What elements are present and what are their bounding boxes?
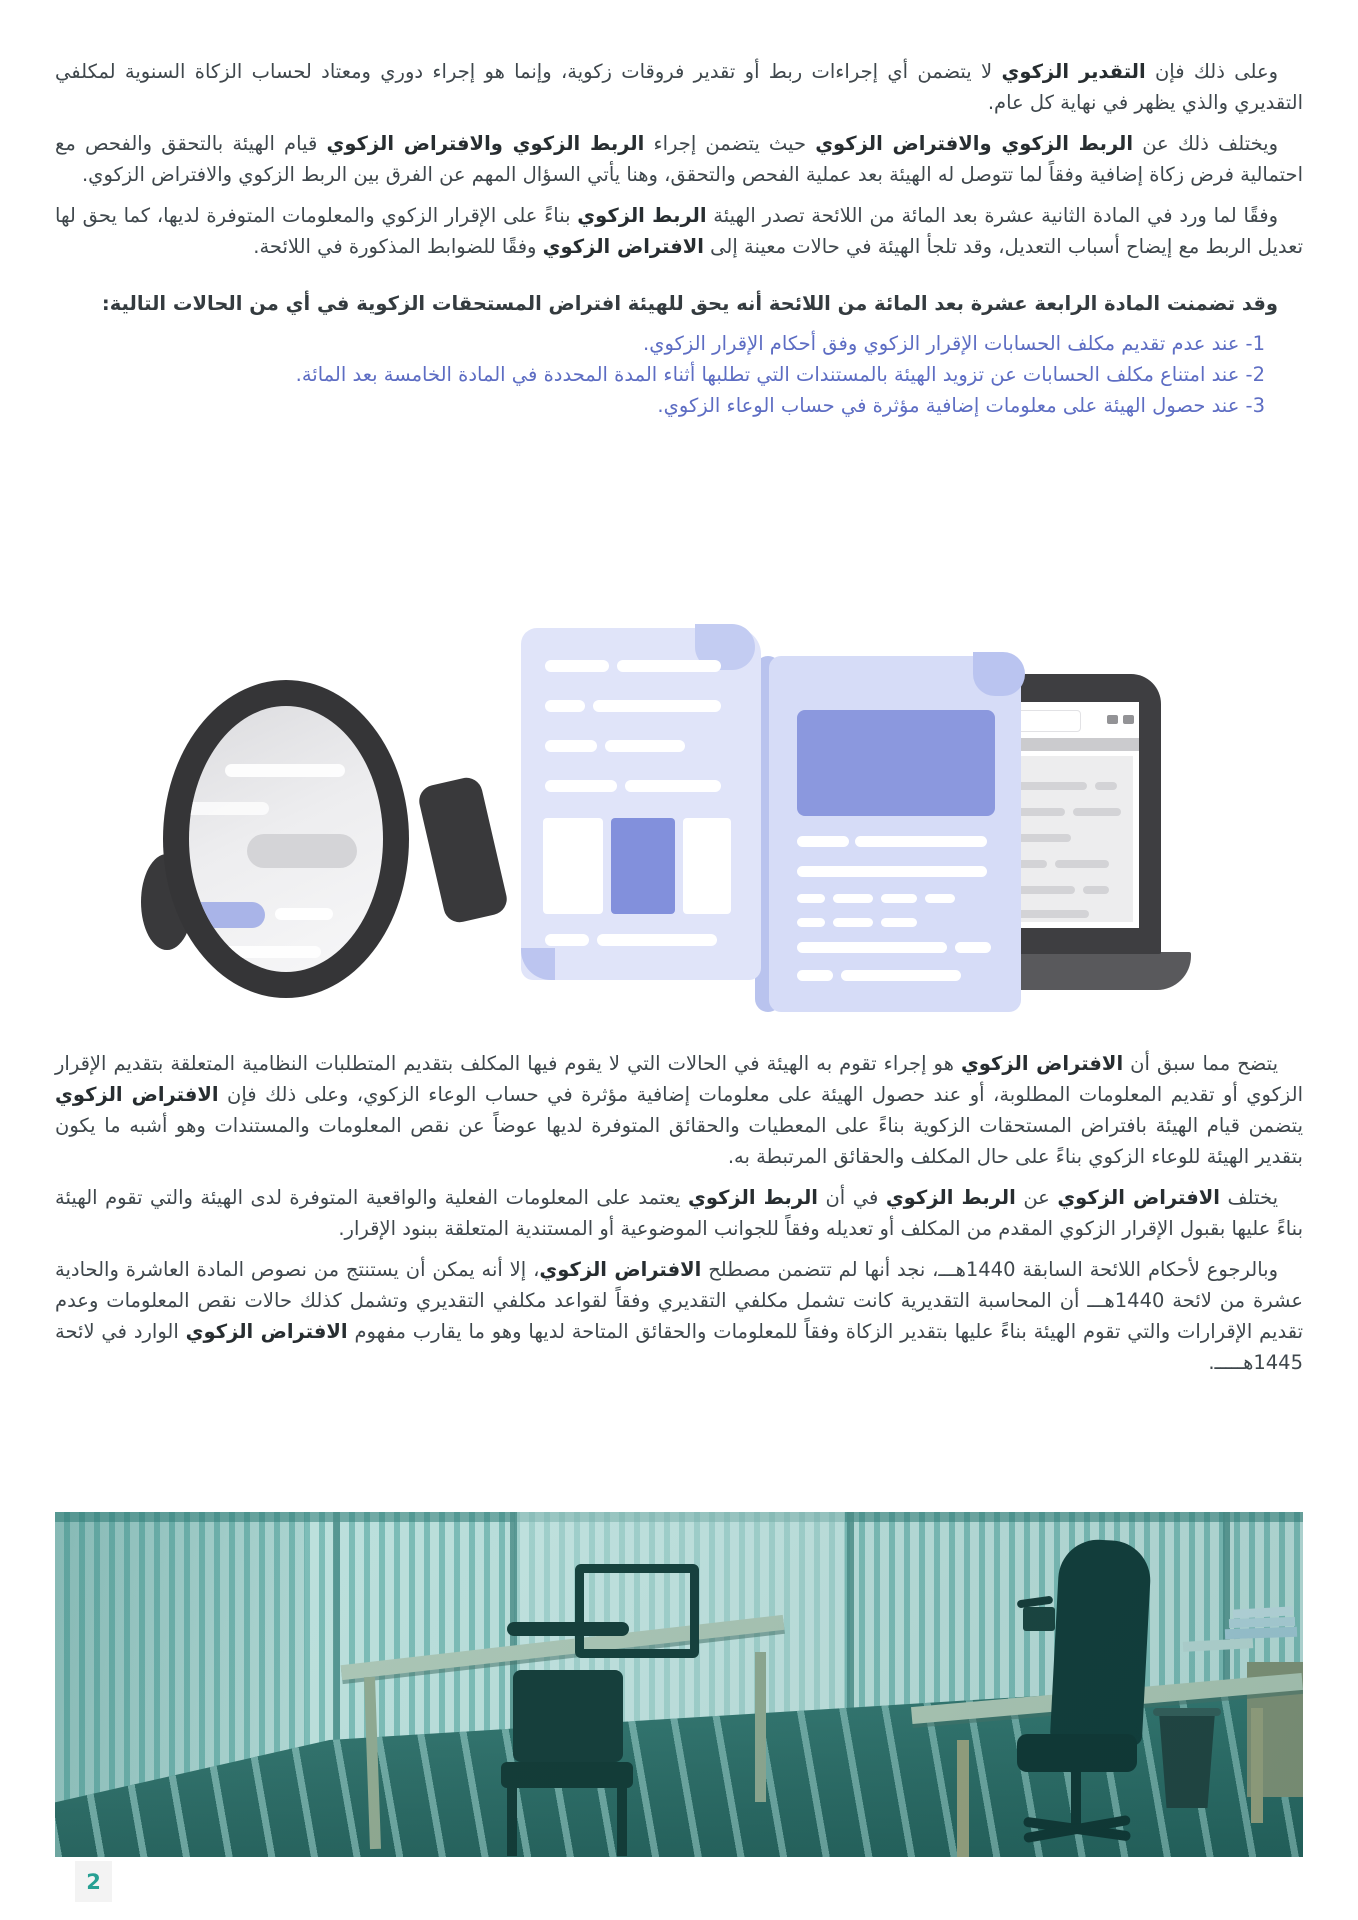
paragraph-article-112: وفقًا لما ورد في المادة الثانية عشرة بعد المائة من اللائحة تصدر الهيئة الربط الزكوي بناءً على الإقرار الزكوي والمعلومات المتوفرة لديها، كما يحق لها تعديل الربط مع إيضاح أسباب التعديل، وقد تلجأ الهيئة في حالات معينة إلى الافتراض الزكوي وفقًا للضوابط المذكورة في اللائحة. <box>55 204 1303 258</box>
page-number-badge <box>75 1861 112 1902</box>
zakat-review-illustration <box>55 622 1303 1024</box>
assumption-cases-list <box>55 329 1303 421</box>
lower-text-block <box>55 1048 1303 1388</box>
magnifying-glass-illustration <box>55 622 1303 1024</box>
magnifier-handle <box>416 775 510 926</box>
office-photo <box>55 1512 1303 1857</box>
lens-text-line <box>189 802 269 815</box>
lens-gray-block <box>247 834 357 868</box>
paragraph-assumption-definition: يتضح مما سبق أن الافتراض الزكوي هو إجراء تقوم به الهيئة في الحالات التي لا يقوم فيها المكلف بتقديم المتطلبات النظامية المتعلقة بتقديم الإقرار الزكوي أو تقديم المعلومات المطلوبة، أو عند حصول الهيئة على معلومات إضافية مؤثرة في حساب الوعاء الزكوي، وعلى ذلك فإن الافتراض الزكوي يتضمن قيام الهيئة بافتراض المستحقات الزكوية بناءً على المعطيات والحقائق المتوفرة لديها عوضاً عن نقص المعلومات والمستندات وهو أشبه ما يكون بتقدير الهيئة للوعاء الزكوي بناءً على حال المكلف والحقائق المرتبطة به. <box>55 1052 1303 1168</box>
teal-tint-overlay <box>55 1512 1303 1857</box>
upper-text-block <box>55 56 1303 422</box>
paragraph-article-114-heading: وقد تضمنت المادة الرابعة عشرة بعد المائة من اللائحة أنه يحق للهيئة افتراض المستحقات الزكوية في أي من الحالات التالية: <box>101 292 1278 315</box>
list-item: 3- عند حصول الهيئة على معلومات إضافية مؤثرة في حساب الوعاء الزكوي. <box>657 394 1265 417</box>
paragraph-zakat-estimation: وعلى ذلك فإن التقدير الزكوي لا يتضمن أي إجراءات ربط أو تقدير فروقات زكوية، وإنما هو إجراء دوري ومعتاد لحساب الزكاة السنوية لمكلفي التقديري والذي يظهر في نهاية كل عام. <box>55 60 1303 114</box>
paragraph-assumption-vs-assessment: يختلف الافتراض الزكوي عن الربط الزكوي في أن الربط الزكوي يعتمد على المعلومات الفعلية والواقعية المتوفرة لدى الهيئة والتي تقوم الهيئة بناءً عليها بقبول الإقرار الزكوي المقدم من المكلف أو تعديله وفقاً للجوانب الموضوعية أو المستندية المتعلقة ببنود الإقرار. <box>55 1186 1303 1240</box>
paragraph-previous-regulation-1440: وبالرجوع لأحكام اللائحة السابقة 1440هـــ، نجد أنها لم تتضمن مصطلح الافتراض الزكوي، إلا أنه يمكن أن يستنتج من نصوص المادة العاشرة والحادية عشرة من لائحة 1440هـــ أن المحاسبة التقديرية كانت تشمل مكلفي التقديري وفقاً لقواعد مكلفي التقديري وتشمل كذلك حالات نقص المعلومات وعدم تقديم الإقرارات والتي تقوم الهيئة بناءً عليها بتقدير الزكاة وفقاً للمعلومات والحقائق المتاحة لديها وهو ما يقارب مفهوم الافتراض الزكوي الوارد في لائحة 1445هـــــ. <box>55 1258 1304 1374</box>
lens-text-line <box>275 908 333 920</box>
list-item: 1- عند عدم تقديم مكلف الحسابات الإقرار الزكوي وفق أحكام الإقرار الزكوي. <box>643 332 1265 355</box>
lens-text-line <box>225 764 345 777</box>
paragraph-assessment-vs-assumption: ويختلف ذلك عن الربط الزكوي والافتراض الزكوي حيث يتضمن إجراء الربط الزكوي والافتراض الزكوي قيام الهيئة بالتحقق والفحص مع احتمالية فرض زكاة إضافية وفقاً لما تتوصل له الهيئة بعد عملية الفحص والتحقق، وهنا يأتي السؤال المهم عن الفرق بين الربط الزكوي والافتراض الزكوي. <box>55 132 1303 186</box>
page-number: 2 <box>86 1869 101 1894</box>
lens-highlight-block <box>189 902 265 928</box>
lens-text-line <box>201 946 321 958</box>
list-item: 2- عند امتناع مكلف الحسابات عن تزويد الهيئة بالمستندات التي تطلبها أثناء المدة المحددة في المادة الخامسة بعد المائة. <box>295 363 1265 386</box>
magnifier-lens <box>189 706 383 972</box>
